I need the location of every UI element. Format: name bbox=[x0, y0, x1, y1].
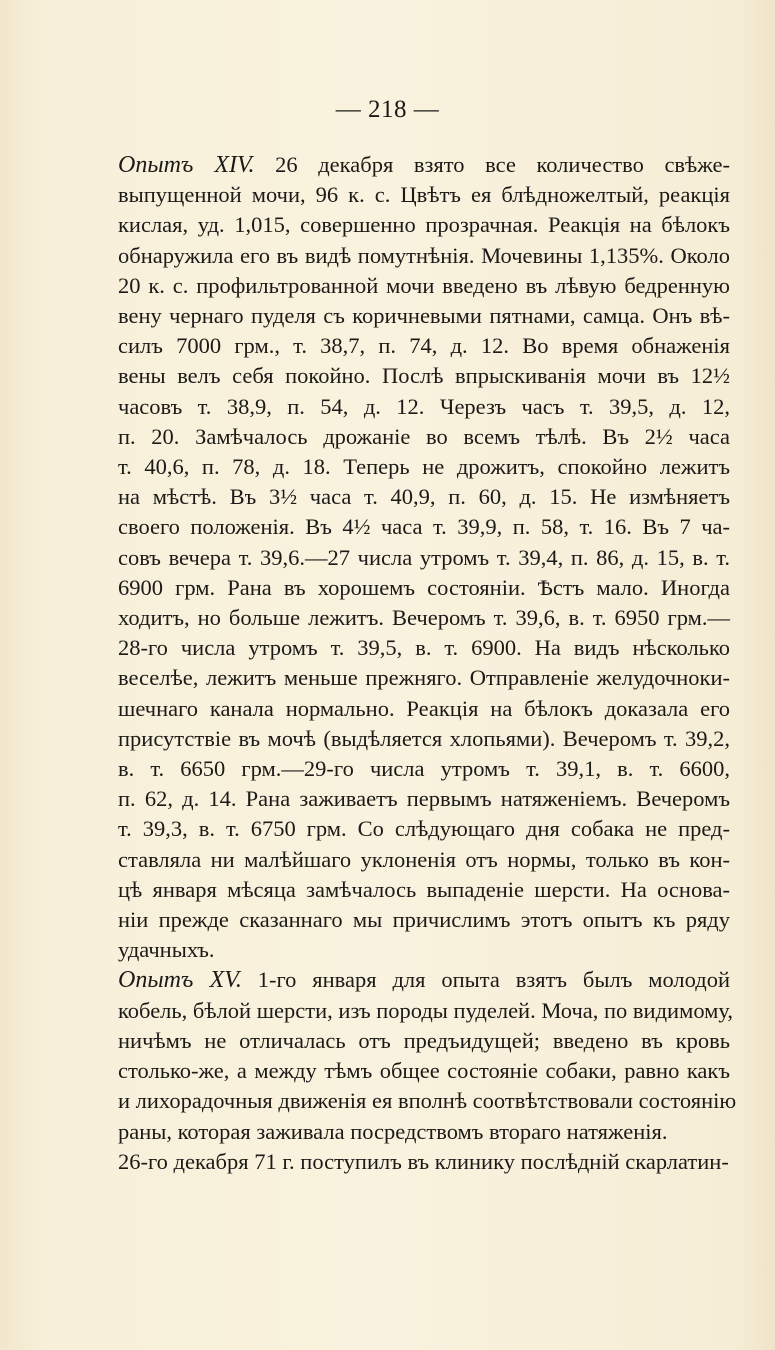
text-line bbox=[118, 875, 730, 905]
text-line bbox=[118, 814, 730, 844]
line-text: в. т. 6650 грм.—29-го числа утромъ т. 39,1, в. т. 6600, bbox=[118, 756, 730, 782]
text-line bbox=[118, 663, 730, 693]
line-text: 1-го января для опыта взятъ былъ молодой bbox=[241, 967, 730, 993]
text-line bbox=[118, 1056, 730, 1086]
line-text: своего положенія. Въ 4½ часа т. 39,9, п. 58, т. 16. Въ 7 ча- bbox=[118, 514, 730, 540]
text-line bbox=[118, 965, 730, 995]
line-text: ніи прежде сказаннаго мы причислимъ этотъ опытъ къ ряду bbox=[118, 907, 730, 933]
paragraph-experiment-15 bbox=[118, 965, 737, 1146]
line-text: 6900 грм. Рана въ хорошемъ состояніи. Ѣстъ мало. Иногда bbox=[118, 574, 730, 600]
line-text: раны, которая заживала посредствомъ втораго натяженія. bbox=[118, 1118, 668, 1144]
text-line bbox=[118, 452, 730, 482]
page-number: — 218 — bbox=[335, 96, 440, 123]
line-text: 28-го числа утромъ т. 39,5, в. т. 6900. На видъ нѣсколько bbox=[118, 635, 730, 661]
line-text: 20 к. с. профильтрованной мочи введено въ лѣвую бедренную bbox=[118, 272, 730, 298]
line-text: 26 декабря взято все количество свѣже- bbox=[254, 152, 730, 177]
body-text bbox=[118, 150, 737, 1177]
text-line bbox=[118, 996, 734, 1026]
line-text: шечнаго канала нормально. Реакція на бѣлокъ доказала его bbox=[118, 695, 730, 721]
line-text: и лихорадочныя движенія ея вполнѣ соотвѣтствовали состоянію bbox=[118, 1088, 737, 1114]
line-text: вены велъ себя покойно. Послѣ впрыскиванія мочи въ 12½ bbox=[118, 363, 730, 389]
line-text: кобель, бѣлой шерсти, изъ породы пуделей. Моча, по видимому, bbox=[118, 997, 734, 1023]
line-text: ходитъ, но больше лежитъ. Вечеромъ т. 39,6, в. т. 6950 грм.— bbox=[118, 605, 730, 631]
text-line bbox=[118, 724, 730, 754]
text-line bbox=[118, 1117, 730, 1147]
text-line bbox=[118, 573, 730, 603]
line-text: выпущенной мочи, 96 к. с. Цвѣтъ ея блѣдножелтый, реакція bbox=[118, 182, 730, 208]
text-line bbox=[118, 271, 730, 301]
line-text: удачныхъ. bbox=[118, 937, 215, 963]
text-line bbox=[118, 512, 730, 542]
text-line bbox=[118, 210, 730, 240]
text-line bbox=[118, 905, 730, 935]
text-line bbox=[118, 543, 730, 573]
text-line bbox=[118, 361, 730, 391]
line-text: часовъ т. 38,9, п. 54, д. 12. Черезъ часъ т. 39,5, д. 12, bbox=[118, 393, 730, 419]
experiment-heading: Опытъ XV. bbox=[118, 967, 242, 994]
paragraph-experiment-14 bbox=[118, 150, 730, 965]
line-text: цѣ января мѣсяца замѣчалось выпаденіе шерсти. На основа- bbox=[118, 876, 730, 902]
line-text: п. 20. Замѣчалось дрожаніе во всемъ тѣлѣ. Въ 2½ часа bbox=[118, 423, 730, 449]
paragraph-case-start bbox=[118, 1147, 730, 1177]
line-text: совъ вечера т. 39,6.—27 числа утромъ т. 39,4, п. 86, д. 15, в. т. bbox=[118, 544, 730, 570]
text-line bbox=[118, 150, 730, 180]
line-text: т. 40,6, п. 78, д. 18. Теперь не дрожитъ, спокойно лежитъ bbox=[118, 454, 730, 480]
line-text: вену чернаго пуделя съ коричневыми пятнами, самца. Онъ вѣ- bbox=[118, 303, 730, 329]
text-line bbox=[118, 392, 730, 422]
line-text: обнаружила его въ видѣ помутнѣнія. Мочевины 1,135%. Около bbox=[118, 242, 730, 268]
text-line bbox=[118, 422, 730, 452]
line-text: 26-го декабря 71 г. поступилъ въ клинику послѣдній скарлатин- bbox=[118, 1148, 729, 1174]
line-text: на мѣстѣ. Въ 3½ часа т. 40,9, п. 60, д. 15. Не измѣняетъ bbox=[118, 484, 730, 510]
text-line bbox=[118, 754, 730, 784]
line-text: столько-же, а между тѣмъ общее состояніе собаки, равно какъ bbox=[118, 1058, 730, 1084]
line-text: силъ 7000 грм., т. 38,7, п. 74, д. 12. Во время обнаженія bbox=[118, 333, 730, 359]
line-text: ничѣмъ не отличалась отъ предъидущей; введено въ кровь bbox=[118, 1027, 730, 1053]
text-line bbox=[118, 603, 730, 633]
line-text: ставляла ни малѣйшаго уклоненія отъ нормы, только въ кон- bbox=[118, 846, 730, 872]
text-line bbox=[118, 241, 730, 271]
text-line bbox=[118, 180, 730, 210]
text-line bbox=[118, 1086, 737, 1116]
text-line bbox=[118, 1147, 730, 1177]
line-text: п. 62, д. 14. Рана заживаетъ первымъ натяженіемъ. Вечеромъ bbox=[118, 786, 730, 812]
line-text: кислая, уд. 1,015, совершенно прозрачная. Реакція на бѣлокъ bbox=[118, 212, 730, 238]
line-text: т. 39,3, в. т. 6750 грм. Со слѣдующаго дня собака не пред- bbox=[118, 816, 730, 842]
text-line bbox=[118, 845, 730, 875]
text-line bbox=[118, 935, 730, 965]
text-line bbox=[118, 784, 730, 814]
line-text: присутствіе въ мочѣ (выдѣляется хлопьями). Вечеромъ т. 39,2, bbox=[118, 725, 730, 751]
text-line bbox=[118, 1026, 730, 1056]
line-text: веселѣе, лежитъ меньше прежняго. Отправленіе желудочноки- bbox=[118, 665, 730, 691]
text-line bbox=[118, 301, 730, 331]
text-line bbox=[118, 482, 730, 512]
text-line bbox=[118, 694, 730, 724]
text-line bbox=[118, 331, 730, 361]
text-line bbox=[118, 633, 730, 663]
experiment-heading: Опытъ XIV. bbox=[118, 152, 255, 178]
